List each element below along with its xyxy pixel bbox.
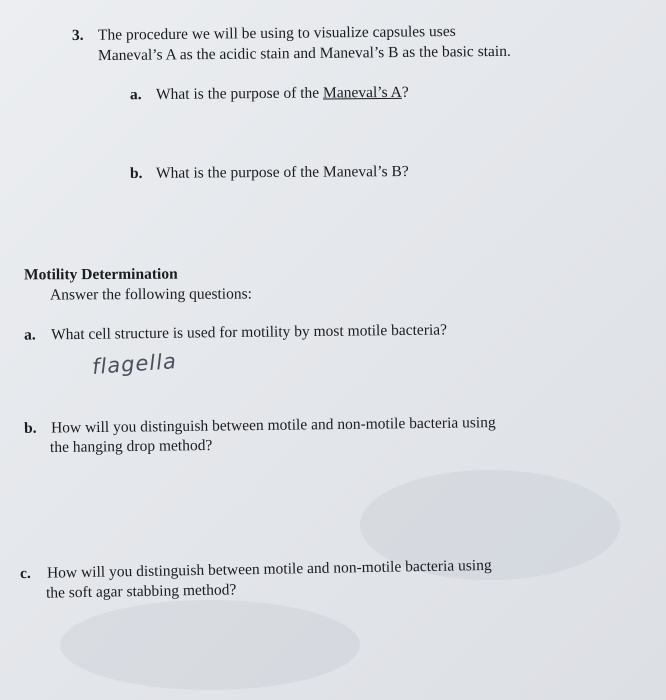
motility-a-text: What cell structure is used for motility by most motile bacteria? bbox=[50, 321, 448, 344]
motility-instruction: Answer the following questions: bbox=[49, 285, 252, 304]
motility-a-handwritten-answer: flagella bbox=[91, 349, 178, 379]
motility-b-text-line1: How will you distinguish between motile and non-motile bacteria using bbox=[50, 414, 496, 437]
motility-c-line1 bbox=[20, 556, 492, 583]
motility-a-line bbox=[24, 320, 447, 344]
motility-c-letter: c. bbox=[19, 564, 31, 583]
q3-number: 3. bbox=[71, 26, 84, 45]
q3b-line bbox=[130, 162, 409, 183]
q3a-text-post: ? bbox=[401, 83, 409, 101]
q3a-line bbox=[130, 83, 409, 104]
motility-b-letter: b. bbox=[23, 419, 37, 437]
motility-a-letter: a. bbox=[23, 326, 36, 344]
motility-c-text-line1: How will you distinguish between motile and non-motile bacteria using bbox=[46, 556, 492, 582]
q3-line1 bbox=[72, 22, 456, 45]
q3a-text-pre: What is the purpose of the bbox=[155, 84, 324, 103]
q3-text-line1: The procedure we will be using to visualize capsules uses bbox=[97, 22, 456, 44]
motility-heading: Motility Determination bbox=[23, 265, 178, 284]
q3-text-line2: Maneval’s A as the acidic stain and Maneval’s B as the basic stain. bbox=[97, 42, 511, 65]
motility-b-line1 bbox=[24, 413, 496, 438]
q3a-text-underlined: Maneval’s A bbox=[322, 83, 402, 102]
motility-c-text-line2: the soft agar stabbing method? bbox=[45, 581, 237, 602]
motility-b-text-line2: the hanging drop method? bbox=[49, 437, 213, 456]
q3a-letter: a. bbox=[129, 86, 142, 104]
background-smudge bbox=[60, 600, 360, 690]
q3b-letter: b. bbox=[129, 164, 143, 182]
q3b-text: What is the purpose of the Maneval’s B? bbox=[155, 163, 409, 182]
